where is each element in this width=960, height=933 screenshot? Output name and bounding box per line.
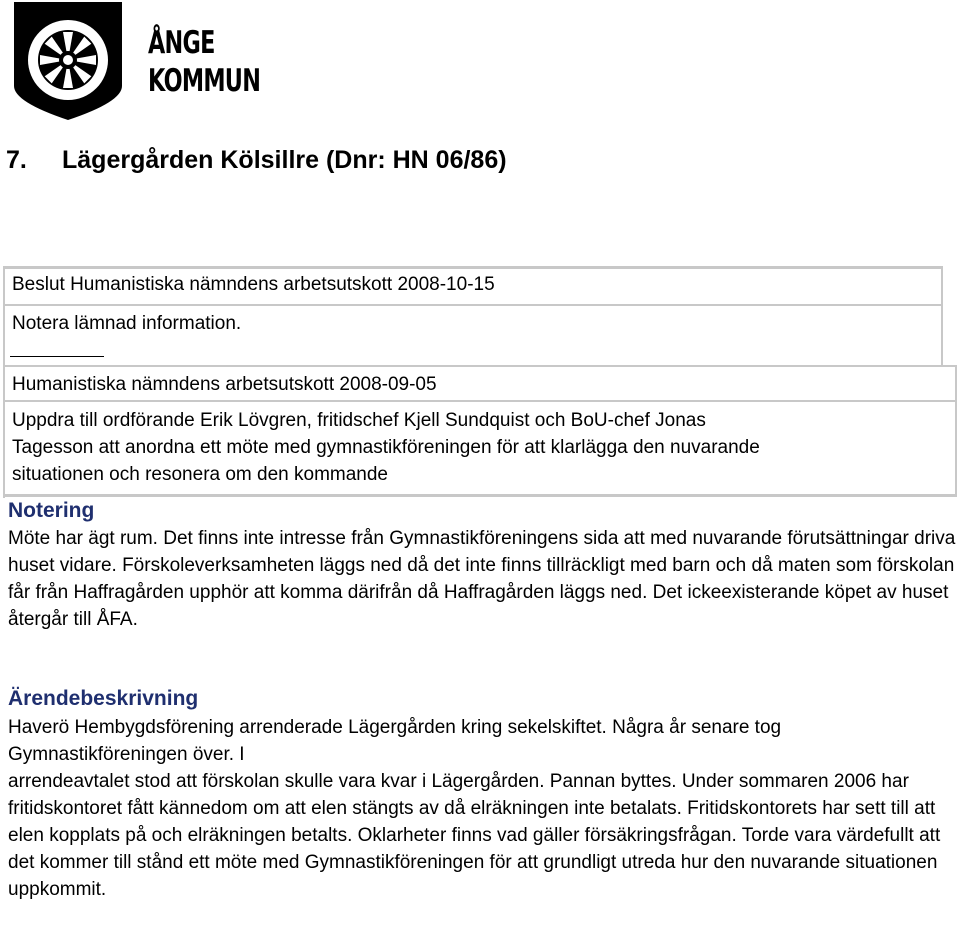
box-row-divider-1: [3, 304, 943, 306]
decision-text: Notera lämnad information.: [12, 313, 242, 334]
decision-heading: Beslut Humanistiska nämndens arbetsutskott 2008-10-15: [12, 274, 495, 295]
box-bottom-border: [3, 494, 957, 497]
notering-heading: Notering: [8, 499, 95, 522]
box-row-divider-3: [3, 400, 957, 402]
separator-rule: [10, 356, 104, 357]
logo-wordmark: [148, 24, 260, 100]
logo-line-2: KOMMUN: [148, 63, 261, 99]
box-right-border-upper: [941, 266, 943, 366]
box-row-divider-2: [3, 365, 957, 367]
previous-decision-line-1: Uppdra till ordförande Erik Lövgren, fritidschef Kjell Sundquist och BoU-chef Jonas: [12, 410, 706, 431]
section-number: 7.: [6, 146, 27, 174]
page-title: [6, 143, 507, 177]
section-title: Lägergården Kölsillre (Dnr: HN 06/86): [62, 146, 507, 174]
arendebeskrivning-body-1: Haverö Hembygdsförening arrenderade Lägergården kring sekelskiftet. Några år senare tog Gymnastikföreningen över. I: [8, 717, 782, 765]
notering-body: Möte har ägt rum. Det finns inte intresse från Gymnastikföreningens sida att med nuvarande förutsättningar driva huset vidare. Förskoleverksamheten läggs ned då det inte finns tillräckligt med barn och då maten som förskolan får från Haffragården upphör att komma därifrån då Haffragården läggs ned. Det ickeexisterande köpet av huset återgår till ÅFA.: [8, 528, 956, 630]
logo-line-1: ÅNGE: [148, 25, 215, 61]
box-top-border: [3, 266, 943, 269]
box-right-border-lower: [955, 365, 957, 497]
previous-decision-heading: Humanistiska nämndens arbetsutskott 2008-09-05: [12, 374, 437, 395]
previous-decision-line-3: situationen och resonera om den kommande: [12, 464, 389, 485]
arendebeskrivning-body-2: arrendeavtalet stod att förskolan skulle vara kvar i Lägergården. Pannan byttes. Under sommaren 2006 har fritidskontoret fått kännedom om att elen stängts av då elräkningen inte betalats. Fritidskontorets har sett till att elen kopplats på och elräkningen betalts. Oklarheter finns vad gäller försäkringsfrågan. Torde vara värdefullt att det kommer till stånd ett möte med Gymnastikföreningen för att grundligt utreda hur den nuvarande situationen uppkommit.: [8, 771, 941, 900]
arendebeskrivning-heading: Ärendebeskrivning: [8, 687, 199, 710]
box-left-border: [3, 266, 5, 498]
ange-kommun-logo-icon: [14, 2, 124, 120]
previous-decision-line-2: Tagesson att anordna ett möte med gymnastikföreningen för att klarlägga den nuvarande: [12, 437, 760, 458]
